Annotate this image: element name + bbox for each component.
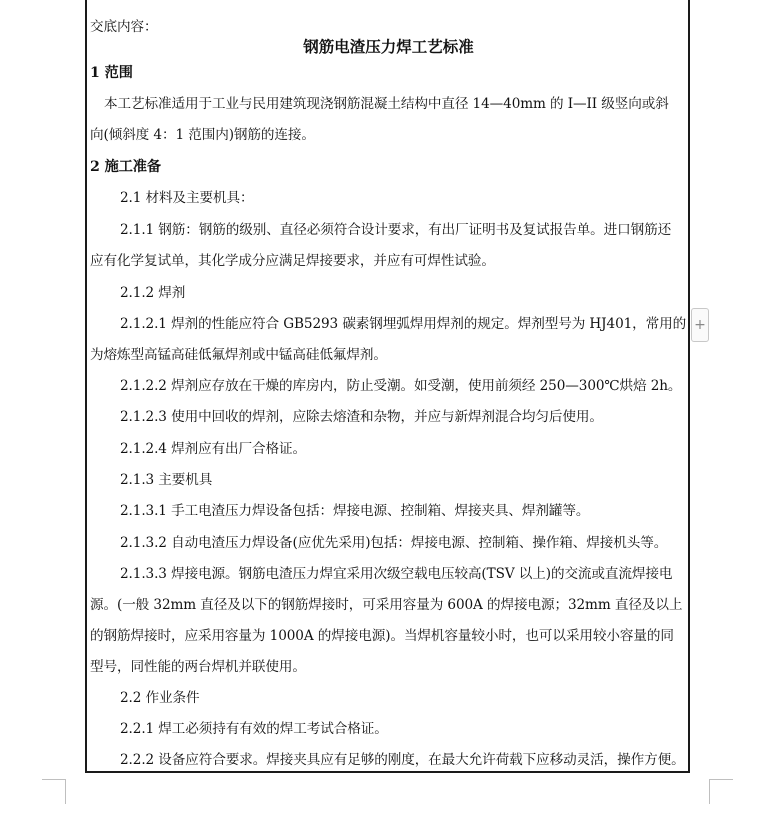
paragraph-line: 2.1.2.3 使用中回收的焊剂，应除去熔渣和杂物，并应与新焊剂混合均匀后使用。 <box>120 409 603 425</box>
add-row-button[interactable]: + <box>691 308 709 342</box>
paragraph-line: 本工艺标准适用于工业与民用建筑现浇钢筋混凝土结构中直径 14—40mm 的 I—II 级竖向或斜 <box>104 96 669 112</box>
section-heading: 1 范围 <box>90 65 133 81</box>
paragraph-line: 的钢筋焊接时，应采用容量为 1000A 的焊接电源)。当焊机容量较小时，也可以采用较小容量的同 <box>90 628 674 644</box>
paragraph-line: 2.1 材料及主要机具： <box>120 190 254 206</box>
paragraph-line: 2.1.2 焊剂 <box>120 285 186 301</box>
paragraph-line: 2.1.1 钢筋：钢筋的级别、直径必须符合设计要求，有出厂证明书及复试报告单。进口钢筋还 <box>120 222 672 238</box>
paragraph-line: 2.2 作业条件 <box>120 690 200 706</box>
crop-mark-left-h <box>42 779 66 780</box>
crop-mark-right-v <box>709 779 710 804</box>
paragraph-line: 源。(一般 32mm 直径及以下的钢筋焊接时，可采用容量为 600A 的焊接电源；32mm 直径及以上 <box>90 597 683 613</box>
paragraph-line: 2.1.2.1 焊剂的性能应符合 GB5293 碳素钢埋弧焊用焊剂的规定。焊剂型号为 HJ401，常用的 <box>120 316 687 332</box>
crop-mark-left-v <box>65 779 66 804</box>
section-heading: 2 施工准备 <box>90 159 161 175</box>
paragraph-line: 2.1.2.2 焊剂应存放在干燥的库房内，防止受潮。如受潮，使用前须经 250—300℃烘焙 2h。 <box>120 378 682 394</box>
crop-mark-right-h <box>709 779 733 780</box>
paragraph-line: 向(倾斜度 4：1 范围内)钢筋的连接。 <box>90 127 315 143</box>
paragraph-line: 为熔炼型高锰高硅低氟焊剂或中锰高硅低氟焊剂。 <box>90 347 387 363</box>
paragraph-line: 2.1.3.1 手工电渣压力焊设备包括：焊接电源、控制箱、焊接夹具、焊剂罐等。 <box>120 503 590 519</box>
header-label: 交底内容： <box>90 19 158 35</box>
paragraph-line: 2.1.3.2 自动电渣压力焊设备(应优先采用)包括：焊接电源、控制箱、操作箱、焊接机头等。 <box>120 535 668 551</box>
paragraph-line: 2.2.1 焊工必须持有有效的焊工考试合格证。 <box>120 721 388 737</box>
paragraph-line: 2.2.2 设备应符合要求。焊接夹具应有足够的刚度，在最大允许荷载下应移动灵活，操作方便。 <box>120 752 685 768</box>
paragraph-line: 2.1.3.3 焊接电源。钢筋电渣压力焊宜采用次级空载电压较高(TSV 以上)的交流或直流焊接电 <box>120 566 673 582</box>
paragraph-line: 2.1.3 主要机具 <box>120 472 213 488</box>
paragraph-line: 型号，同性能的两台焊机并联使用。 <box>90 659 306 675</box>
paragraph-line: 2.1.2.4 焊剂应有出厂合格证。 <box>120 441 307 457</box>
document-title: 钢筋电渣压力焊工艺标准 <box>303 37 474 56</box>
paragraph-line: 应有化学复试单，其化学成分应满足焊接要求，并应有可焊性试验。 <box>90 253 495 269</box>
